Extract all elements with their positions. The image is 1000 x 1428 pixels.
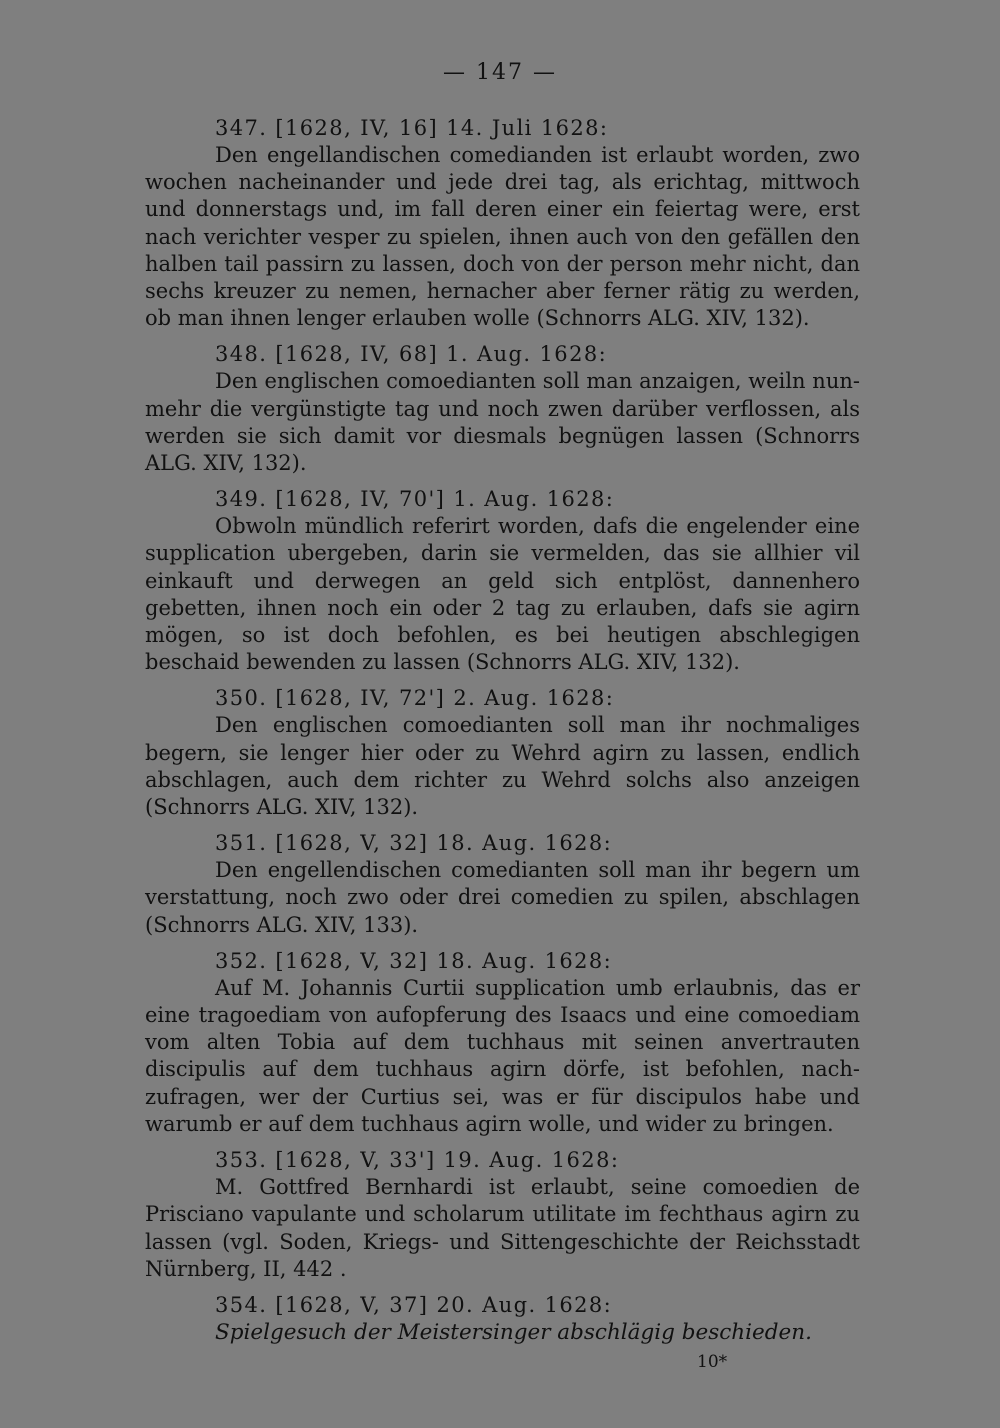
entry-text: Den englischen comoedianten soll man ihr nochmaliges begern, sie lenger hier oder zu Wehrd agirn zu lassen, endlich abschlagen, auch dem richter zu Wehrd solchs also anzeigen (Schnorrs ALG. XIV, 132). (145, 713, 860, 820)
entry-heading: 348. [1628, IV, 68] 1. Aug. 1628: (215, 342, 608, 367)
entry-heading: 351. [1628, V, 32] 18. Aug. 1628: (215, 831, 613, 856)
entry-text: Den engellendischen comedianten soll man ihr begern um verstattung, noch zwo oder drei comedien zu spilen, abschlagen (Schnorrs ALG. XIV, 133). (145, 858, 860, 937)
entry-349 (145, 486, 860, 676)
entry-heading: 353. [1628, V, 33'] 19. Aug. 1628: (215, 1148, 620, 1173)
entry-348 (145, 341, 860, 477)
entry-heading: 347. [1628, IV, 16] 14. Juli 1628: (215, 116, 609, 140)
entry-heading: 350. [1628, IV, 72'] 2. Aug. 1628: (215, 686, 615, 711)
entry-354 (145, 1292, 860, 1346)
entry-353 (145, 1147, 860, 1283)
entry-347 (145, 115, 860, 332)
entry-text: Obwoln mündlich referirt worden, dafs die engelender eine supplication ubergeben, darin sie vermelden, das sie allhier vil einkauft und derwegen an geld sich entplöst, dannenhero gebetten, ihnen noch ein oder 2 tag zu erlauben, dafs sie agirn mögen, so ist doch befohlen, es bei heutigen abschlegigen beschaid bewenden zu lassen (Schnorrs ALG. XIV, 132). (145, 514, 860, 675)
entry-heading: 352. [1628, V, 32] 18. Aug. 1628: (215, 948, 613, 973)
entry-352 (145, 948, 860, 1138)
entry-text: M. Gottfred Bernhardi ist erlaubt, seine comoedien de Prisciano vapulante und scholarum utilitate im fechthaus agirn zu lassen (vgl. Soden, Kriegs- und Sittengeschichte der Reichsstadt Nürnberg, II, 442 . (145, 1175, 860, 1281)
entry-351 (145, 830, 860, 939)
page-content (145, 115, 860, 1355)
entry-heading: 349. [1628, IV, 70'] 1. Aug. 1628: (215, 487, 615, 512)
page-number: — 147 — (443, 60, 557, 85)
entry-text: Den engellandischen comedianden ist erlaubt worden, zwo wochen nacheinander und jede drei tag, als erichtag, mittwoch und donnerstags und, im fall deren einer ein feiertag were, erst nach verichter vesper zu spielen, ihnen auch von den gefällen den halben tail passirn zu lassen, doch von der person mehr nicht, dan sechs kreuzer zu nemen, hernacher aber ferner rätig zu werden, ob man ihnen lenger erlauben wolle (Schnorrs ALG. XIV, 132). (145, 143, 860, 331)
entry-text: Spielgesuch der Meistersinger abschlägig beschieden. (215, 1319, 812, 1345)
entry-text: Den englischen comoedianten soll man anzaigen, weiln nunmehr die vergünstigte tag und noch zwen darüber verflossen, als werden sie sich damit vor diesmals begnügen lassen (Schnorrs ALG. XIV, 132). (145, 369, 860, 476)
entry-heading: 354. [1628, V, 37] 20. Aug. 1628: (215, 1292, 613, 1317)
signature-mark: 10* (697, 1352, 728, 1372)
entry-text: Auf M. Johannis Curtii supplication umb erlaubnis, das er eine tragoediam von aufopferung des Isaacs und eine comoediam vom alten Tobia auf dem tuchhaus mit seinen anvertrauten discipulis auf dem tuchhaus agirn dörfe, ist befohlen, nachzufragen, wer der Curtius sei, was er für discipulos habe und warumb er auf dem tuchhaus agirn wolle, und wider zu bringen. (145, 975, 860, 1136)
entry-350 (145, 685, 860, 821)
